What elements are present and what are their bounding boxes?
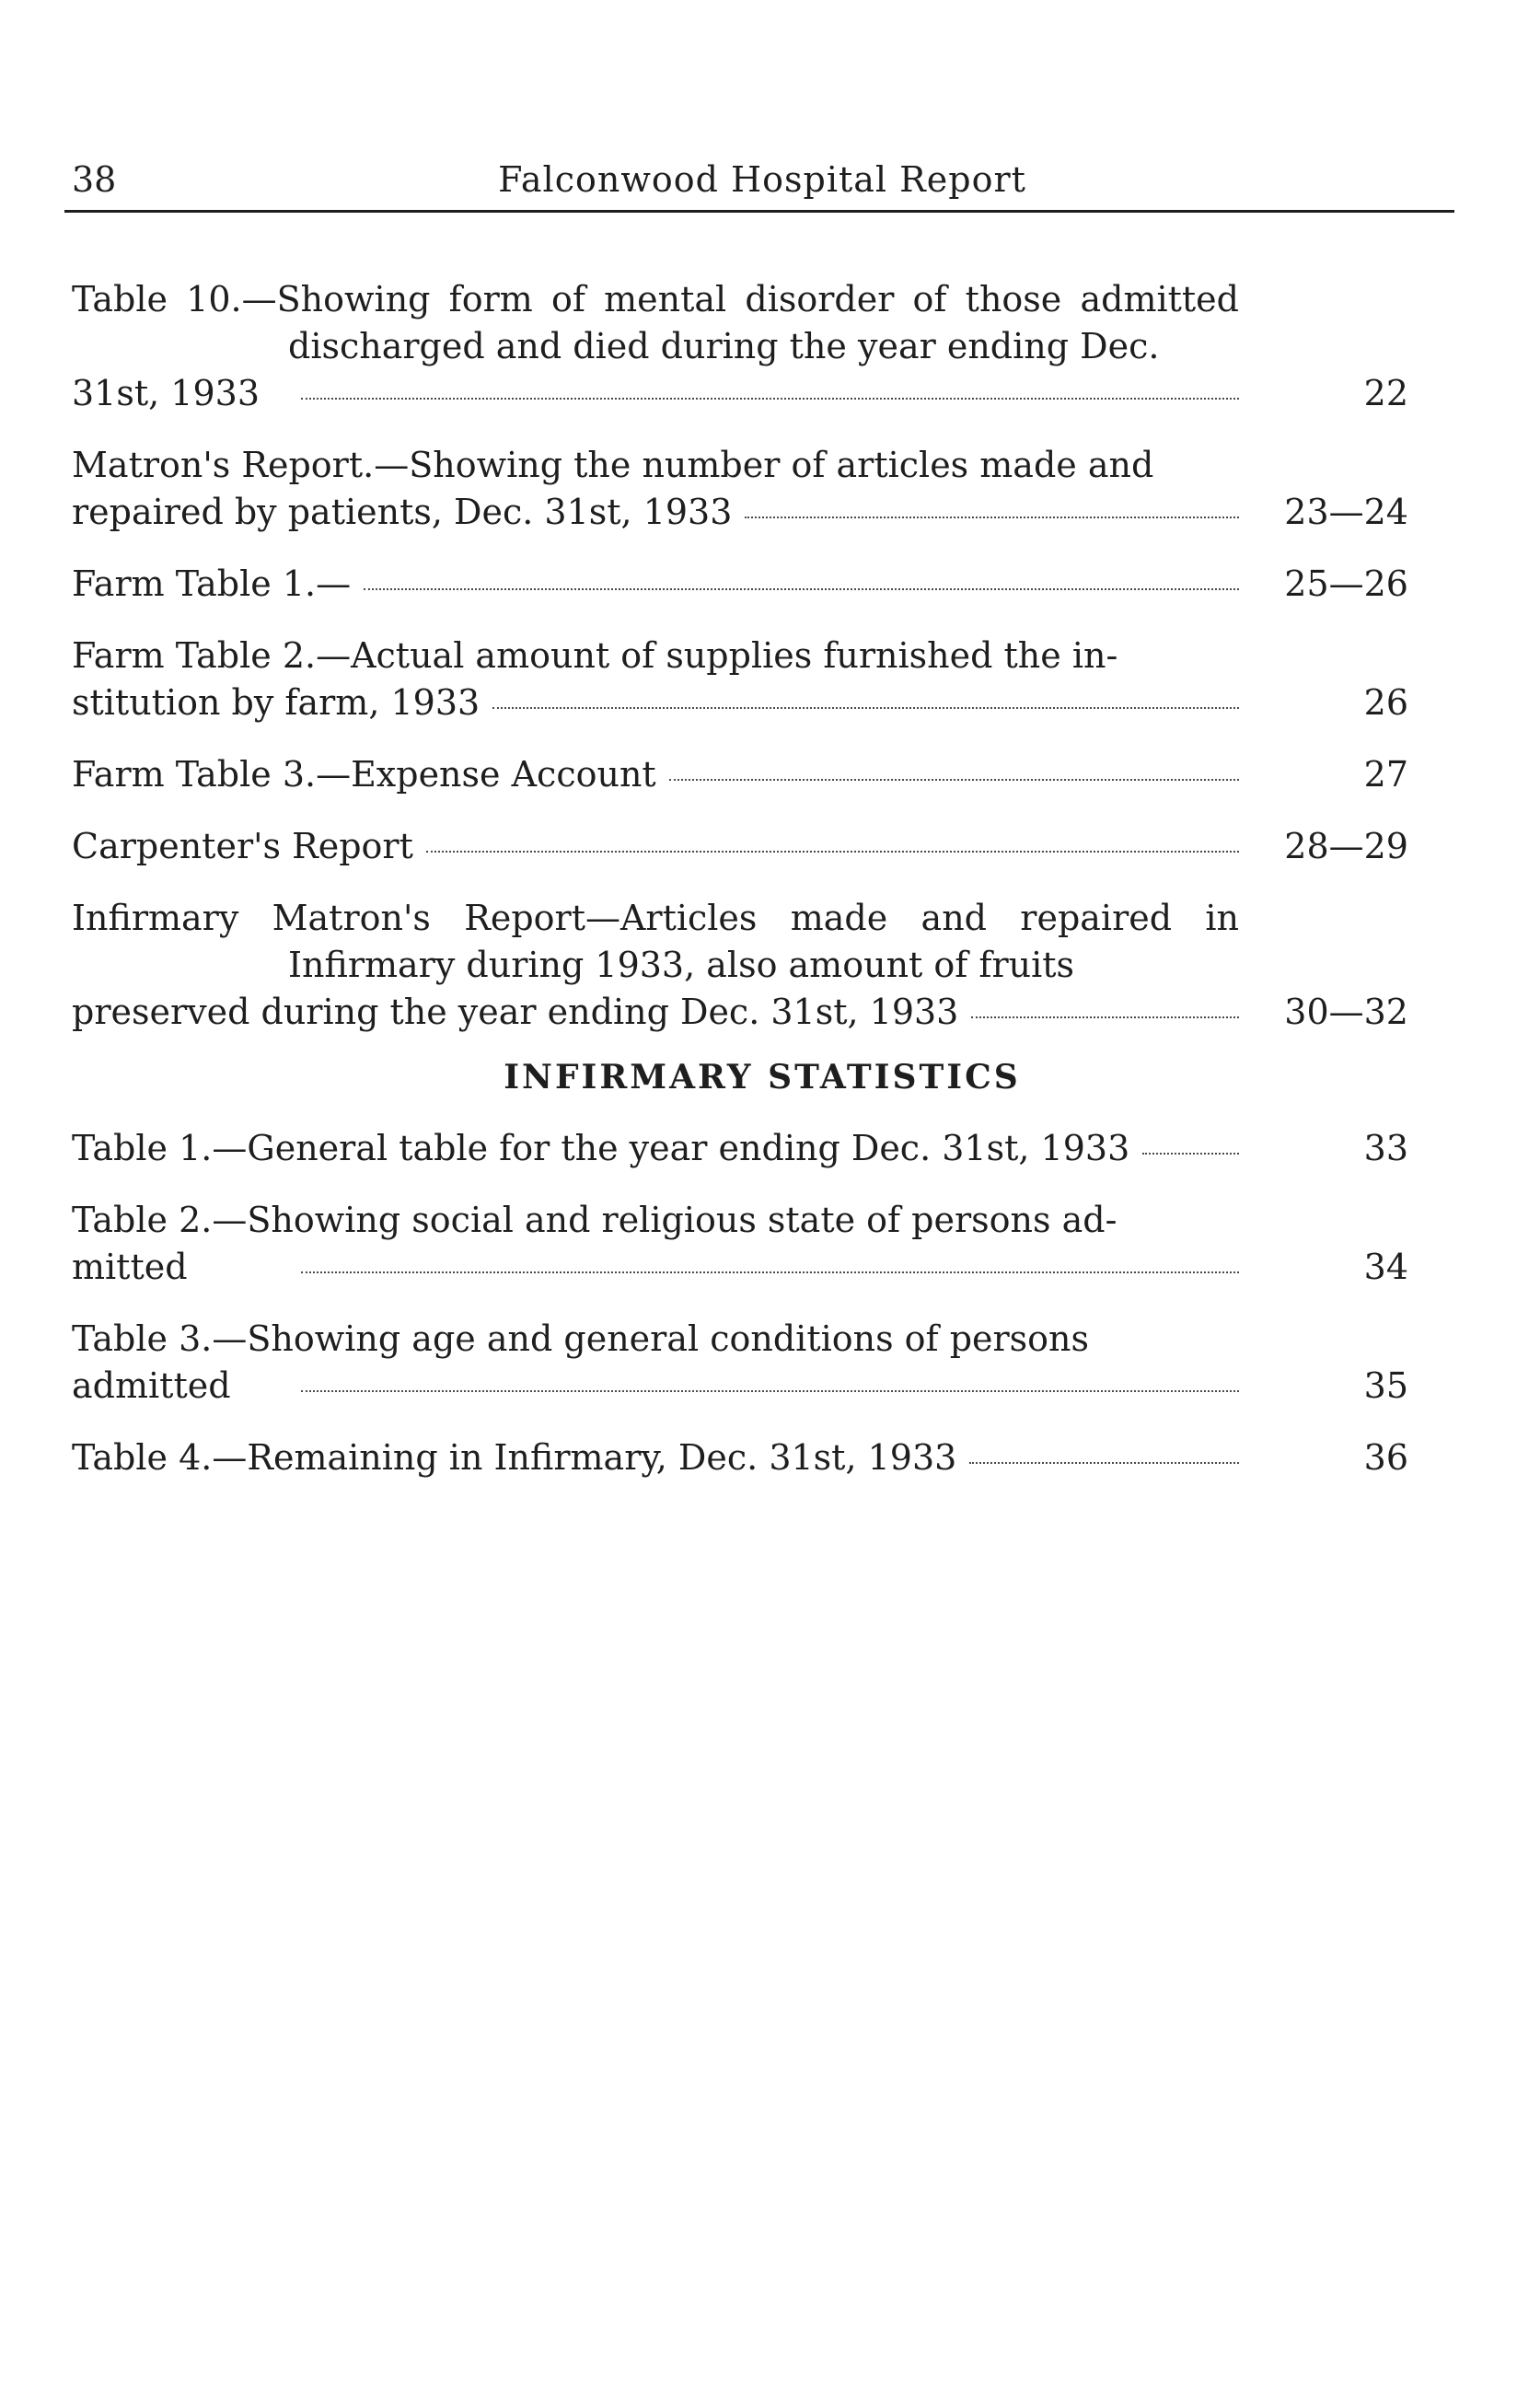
dot-leader (364, 588, 1239, 590)
dot-leader (301, 398, 1239, 400)
toc-entry (72, 561, 1408, 608)
running-title: Falconwood Hospital Report (498, 159, 1026, 200)
toc-entry (72, 751, 1408, 798)
entry-last-line: Table 4.—Remaining in Infirmary, Dec. 31st, 1933 (72, 1437, 957, 1478)
toc-entry (72, 823, 1408, 870)
entry-page: 28—29 (1284, 826, 1408, 866)
entry-page: 27 (1363, 754, 1408, 795)
toc-entry (72, 442, 1408, 536)
entry-last-line: preserved during the year ending Dec. 31st, 1933 (72, 992, 959, 1032)
entry-lead: Table 3.—Showing age and general conditions of persons (72, 1318, 1090, 1359)
entry-page: 25—26 (1284, 563, 1408, 604)
toc-entry (72, 633, 1408, 726)
toc-entry (72, 1125, 1408, 1172)
dot-leader (301, 1271, 1239, 1273)
toc-entry (72, 276, 1408, 417)
dot-leader (1142, 1153, 1239, 1155)
entry-page: 26 (1363, 682, 1408, 723)
contents-list (72, 276, 1408, 1036)
dot-leader (971, 1016, 1239, 1018)
toc-entry (72, 895, 1408, 1036)
entry-page: 23—24 (1284, 492, 1408, 532)
dot-leader (669, 779, 1239, 781)
toc-entry (72, 1434, 1408, 1481)
entry-text: Table 3.—Showing age and general conditions of persons admitted (72, 1316, 1239, 1410)
entry-text: Table 10.—Showing form of mental disorder of those admitted discharged and died during the year ending Dec. 31st, 1933 (72, 279, 1239, 413)
page-header (72, 155, 1453, 212)
entry-text (72, 1434, 1239, 1481)
entry-text (72, 1125, 1239, 1172)
entry-last-line: Farm Table 3.—Expense Account (72, 754, 656, 795)
entry-text (72, 561, 1239, 608)
entry-last-line: repaired by patients, Dec. 31st, 1933 (72, 492, 733, 532)
entry-page: 35 (1363, 1365, 1408, 1406)
toc-entry (72, 1197, 1408, 1291)
entry-text (72, 823, 1239, 870)
entry-last-line: Carpenter's Report (72, 826, 413, 866)
entry-last-line: stitution by farm, 1933 (72, 682, 481, 723)
entry-last-line: Farm Table 1.— (72, 563, 352, 604)
dot-leader (745, 517, 1239, 518)
infirmary-contents-list (72, 1125, 1408, 1481)
entry-page: 36 (1363, 1437, 1408, 1478)
dot-leader (969, 1462, 1239, 1464)
entry-lead: Table 10.—Showing form of mental disorder of those admitted discharged and died during the year ending Dec. (72, 279, 1239, 366)
entry-text (72, 442, 1239, 536)
entry-text (72, 633, 1239, 726)
entry-lead: Matron's Report.—Showing the number of articles made and (72, 445, 1154, 485)
entry-page: 34 (1363, 1247, 1408, 1287)
entry-page: 33 (1363, 1128, 1408, 1168)
entry-text (72, 895, 1239, 1036)
header-rule (64, 210, 1454, 213)
entry-lead: Farm Table 2.—Actual amount of supplies furnished the in- (72, 635, 1118, 676)
page-number: 38 (72, 159, 117, 200)
entry-last-line: Table 1.—General table for the year ending Dec. 31st, 1933 (72, 1128, 1130, 1168)
entry-text (72, 751, 1239, 798)
entry-page: 22 (1363, 373, 1408, 413)
entry-page: 30—32 (1284, 992, 1408, 1032)
dot-leader (301, 1390, 1239, 1392)
entry-text: Table 2.—Showing social and religious state of persons ad- mitted (72, 1197, 1239, 1291)
dot-leader (426, 851, 1239, 853)
entry-lead: Infirmary Matron's Report—Articles made and repaired in Infirmary during 1933, also amount of fruits (72, 898, 1239, 985)
section-heading: INFIRMARY STATISTICS (504, 1058, 1021, 1097)
toc-entry (72, 1316, 1408, 1410)
dot-leader (492, 707, 1239, 709)
entry-lead: Table 2.—Showing social and religious state of persons ad- (72, 1200, 1117, 1240)
